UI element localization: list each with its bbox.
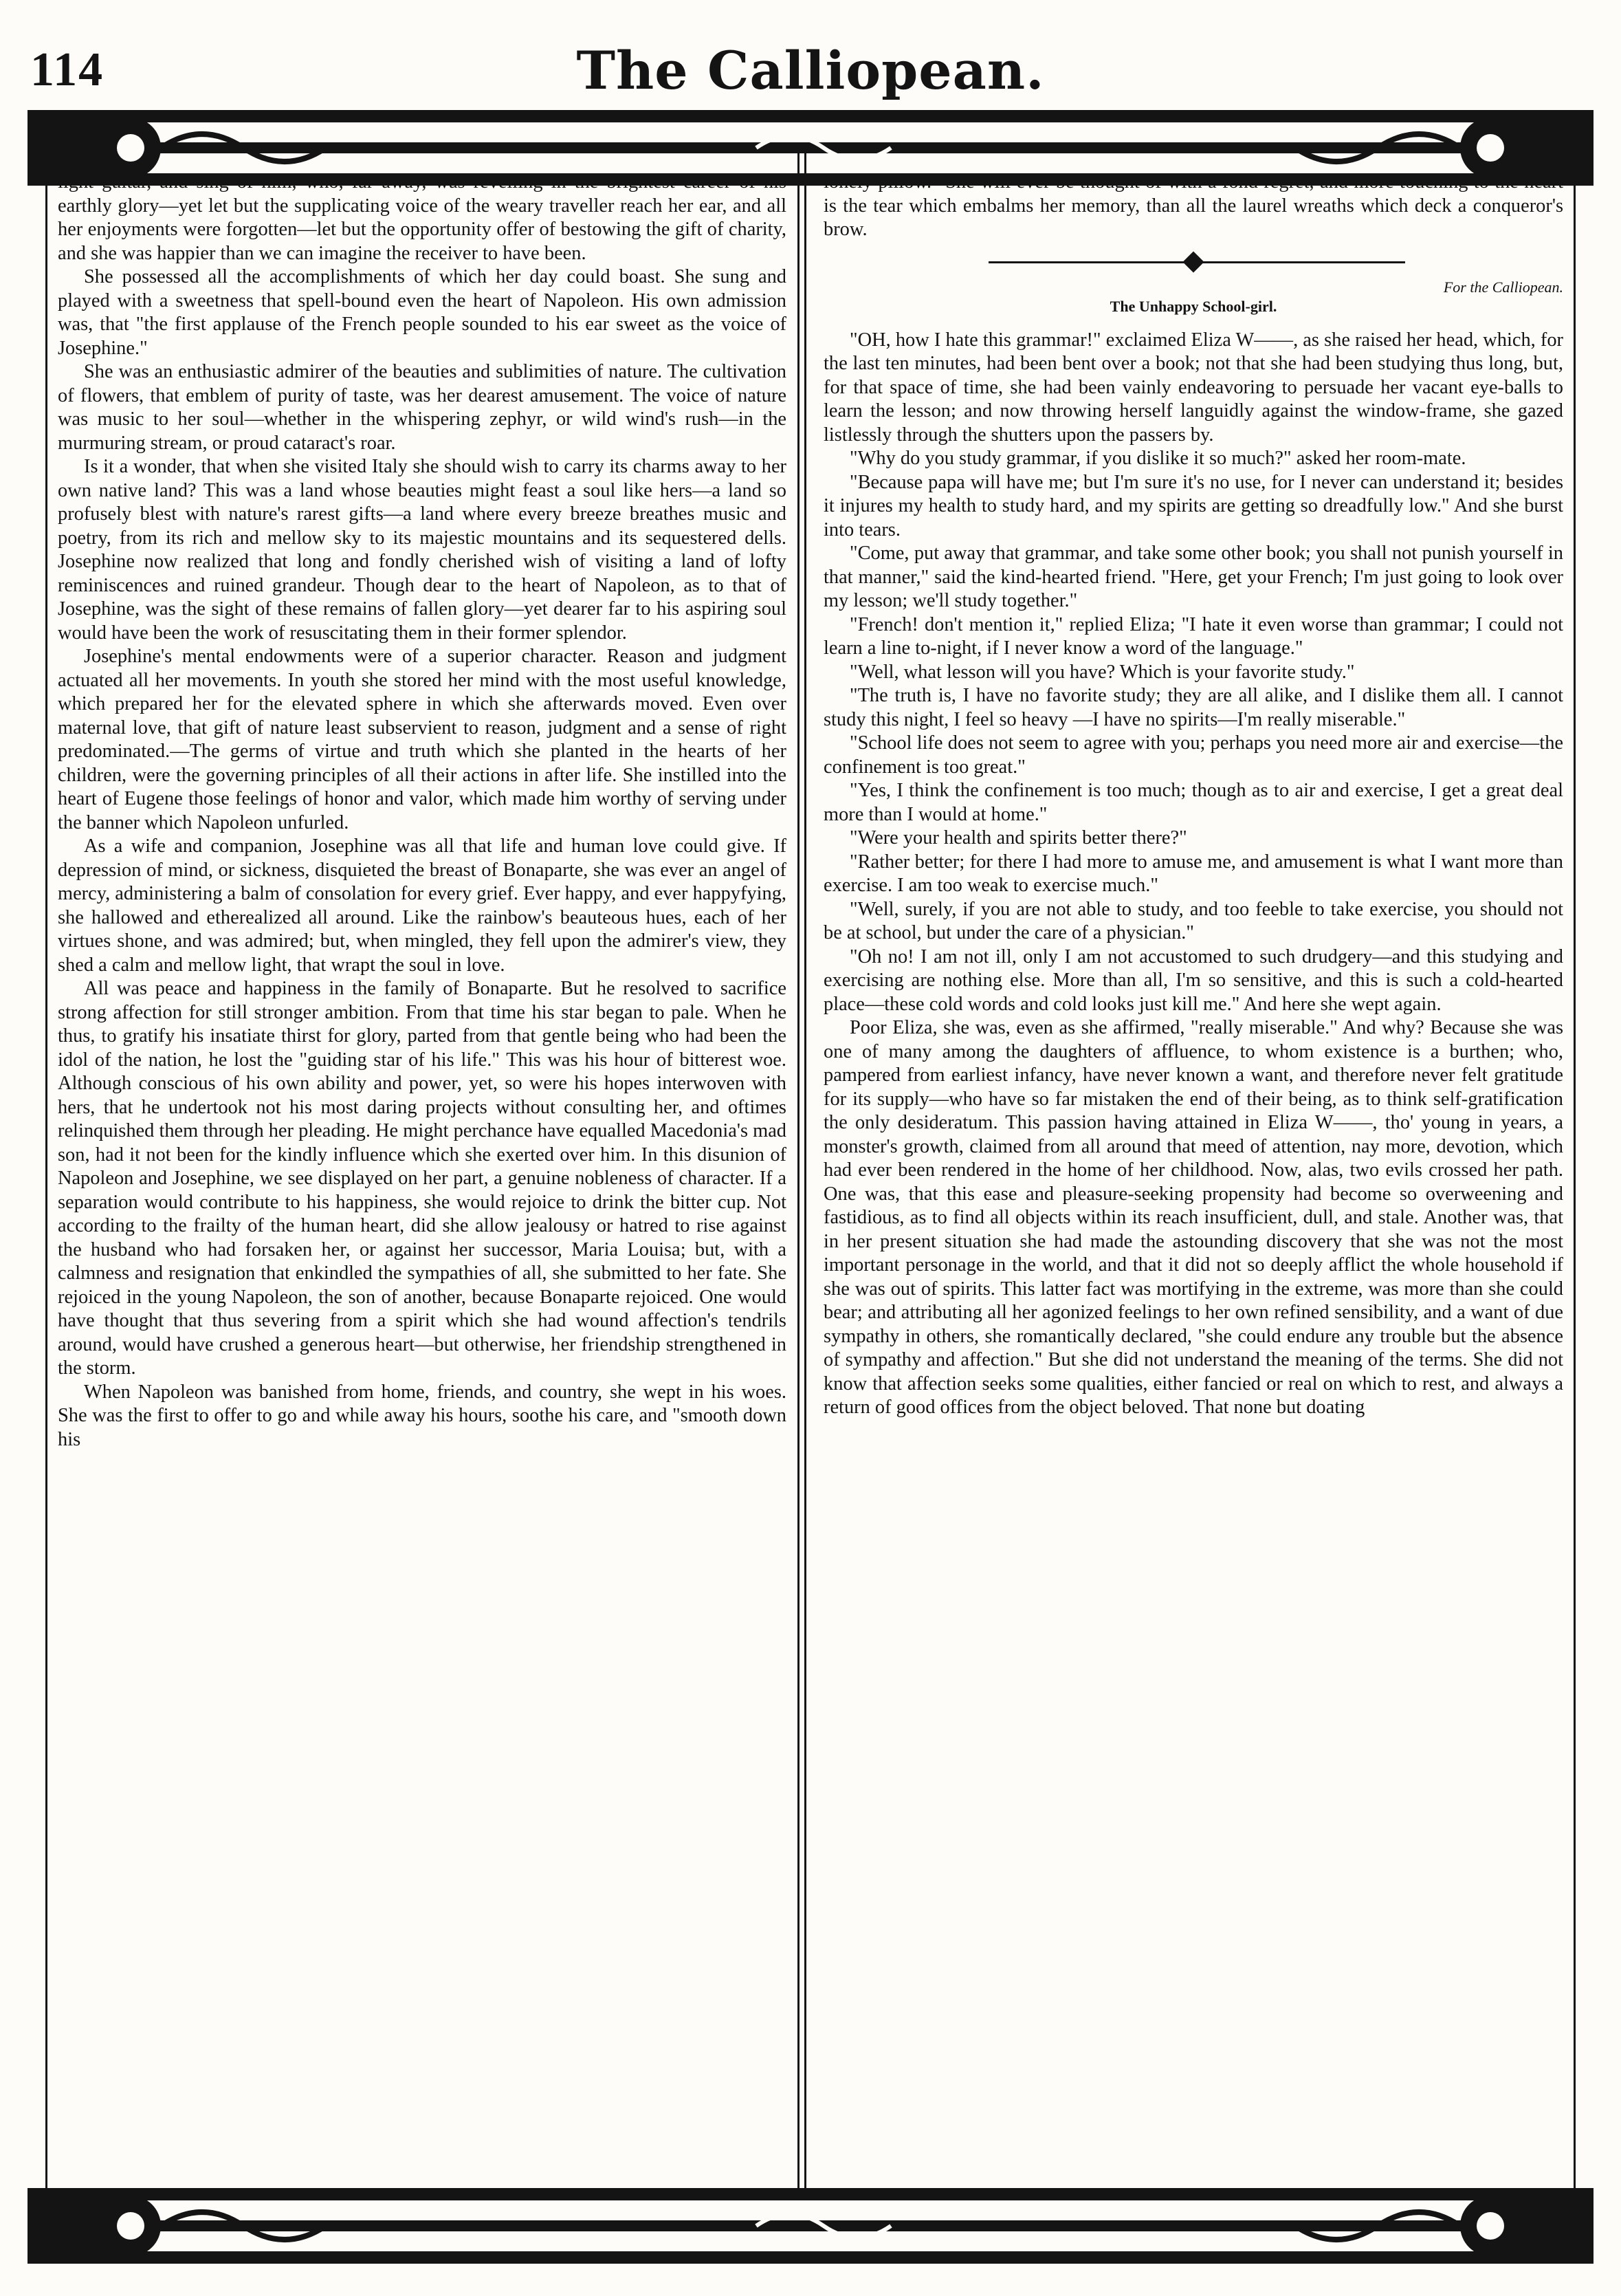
right-border-rule	[1574, 144, 1576, 2200]
article-continuation: lonely pillow." She will ever be thought of with a fond regret, and more touching to the heart is the tear which embalms her memory, than all the laurel wreaths which deck a conqueror's brow.	[824, 171, 1563, 240]
story-paragraph: "Rather better; for there I had more to amuse me, and amusement is what I want more than exercise. I am too weak to exercise much."	[824, 851, 1563, 896]
story-paragraph: "Why do you study grammar, if you dislike it so much?" asked her room-mate.	[850, 448, 1466, 469]
story-paragraph: Poor Eliza, she was, even as she affirmed, "really miserable." And why? Because she was one of many among the daughters of affluence, to whom existence is a burthen; who, pampered from earliest infancy, have never known a want, and therefore never felt gratitude for its supply—who have so far mistaken the end of their being, as to think self-gratification the only desideratum. This passion having attained in Eliza W——, tho' young in years, a monster's growth, claimed from all around that meed of attention, nay more, devotion, which had ever been rendered in the home of her childhood. Now, alas, two evils crossed her path. One was, that this ease and pleasure-seeking propensity had become so overweening and fastidious, as to find all objects within its reach insufficient, dull, and stale. Another was, that in her present situation she had made the astounding discovery that she was not the most important personage in the world, and that it did not so deeply afflict the whole household if she was out of spirits. This latter fact was mortifying in the extreme, was more than she could bear; and attributing all her agonized feelings to her own refined sensibility, and a want of due sympathy in others, she romantically declared, "she could endure any trouble but the absence of sympathy and affection." But she did not understand the meaning of the terms. She did not know that affection seeks some qualities, either fancied or real on which to rest, and always a return of good offices from the object beloved. That none but doating	[824, 1017, 1563, 1418]
article-paragraph: When Napoleon was banished from home, friends, and country, she wept in his woes. She was the first to offer to go and while away his hours, soothe his care, and "smooth down his	[58, 1381, 786, 1450]
story-paragraph: "School life does not seem to agree with you; perhaps you need more air and exercise—the confinement is too great."	[824, 732, 1563, 778]
column-divider-rule	[797, 144, 800, 2200]
byline: For the Calliopean.	[1443, 278, 1563, 296]
ornamental-border-bottom-icon	[27, 2188, 1594, 2264]
story-paragraph: "Oh no! I am not ill, only I am not accustomed to such drudgery—and this studying and exercising are nothing else. More than all, I'm so sensitive, and this is such a cold-hearted place—these cold words and cold looks just kill me." And here she wept again.	[824, 945, 1563, 1015]
article-paragraph: Is it a wonder, that when she visited Italy she should wish to carry its charms away to her own native land? This was a land whose beauties might feast a soul like hers—a land so profusely blest with nature's rarest gifts—a land where every breeze breathes music and poetry, from its rich and mellow sky to its majestic mountains and its sequestered dells. Josephine now realized that long and fondly cherished wish of visiting a land of lofty reminiscences and ruined grandeur. Though dear to the heart of Napoleon, as to that of Josephine, was the sight of these remains of fallen glory—yet dearer far to his aspiring soul would have been the work of resuscitating them in their former splendor.	[58, 456, 786, 644]
article-paragraph: She possessed all the accomplishments of which her day could boast. She sung and played with a sweetness that spell-bound even the heart of Napoleon. His own admission was, that "the first applause of the French people sounded to his ear sweet as the voice of Josephine."	[58, 266, 786, 359]
story-paragraph: "Yes, I think the confinement is too much; though as to air and exercise, I get a great deal more than I would at home."	[824, 780, 1563, 825]
story-title: The Unhappy School-girl.	[1110, 297, 1277, 315]
story-paragraph: "The truth is, I have no favorite study; they are all alike, and I dislike them all. I cannot study this night, I feel so heavy —I have no spirits—I'm really miserable."	[824, 685, 1563, 730]
story-paragraph: "OH, how I hate this grammar!" exclaimed Eliza W——, as she raised her head, which, for the last ten minutes, had been bent over a book; not that she had been studying thus long, but, for that space of time, she had been vainly endeavoring to persuade her vacant eye-balls to learn the lesson; and now throwing herself languidly against the window-frame, she gazed listlessly through the shutters upon the passers by.	[824, 329, 1563, 446]
left-border-rule	[45, 144, 47, 2200]
story-paragraph: "Because papa will have me; but I'm sure it's no use, for I never can understand it; besides it injures my health to study hard, and my spirits are getting so dreadfully low." And she burst into tears.	[824, 471, 1563, 540]
story-paragraph: "Well, surely, if you are not able to study, and too feeble to take exercise, you should not be at school, but under the care of a physician."	[824, 898, 1563, 943]
right-column	[824, 171, 1563, 1420]
story-paragraph: "Were your health and spirits better there?"	[850, 827, 1187, 849]
story-paragraph: "Come, put away that grammar, and take some other book; you shall not punish yourself in that manner," said the kind-hearted friend. "Here, get your French; I'm just going to look over my lesson; we'll study together."	[824, 543, 1563, 611]
story-paragraph: "French! don't mention it," replied Eliza; "I hate it even worse than grammar; I could not learn a line to-night, if I never know a word of the language."	[824, 613, 1563, 659]
section-divider	[824, 252, 1563, 272]
divider-diamond-icon	[1182, 251, 1204, 272]
article-paragraph: light guitar, and sing of him, who, far away, was revelling in the brightest career of his earthly glory—yet let but the supplicating voice of the weary traveller reach her ear, and all her enjoyments were forgotten—let but the opportunity offer of bestowing the gift of charity, and she was happier than we can imagine the receiver to have been.	[58, 171, 786, 264]
column-divider-rule-inner	[804, 144, 806, 2200]
article-paragraph: All was peace and happiness in the family of Bonaparte. But he resolved to sacrifice strong affection for still stronger ambition. From that time his star began to pale. When he thus, to gratify his insatiate thirst for glory, parted from that gentle being who had been the idol of the nation, he lost the "guiding star of his life." This was his hour of bitterest woe. Although conscious of his own ability and power, yet, so were his hopes interwoven with hers, that he undertook not his most daring projects without consulting her, and oftimes relinquished them through her pleading. He might perchance have equalled Macedonia's mad son, had it not been for the kindly influence which she exerted over him. In this disunion of Napoleon and Josephine, we see displayed on her part, a genuine nobleness of character. If a separation would contribute to his happiness, she would rejoice to drink the bitter cup. Not according to the frailty of the human heart, did she allow jealousy or hatred to rise against the husband who had forsaken her, or against her successor, Maria Louisa; but, with a calmness and resignation that enkindled the sympathies of all, she submitted to her fate. She rejoiced in the young Napoleon, the son of another, because Bonaparte rejoiced. One would have thought that thus severing from a spirit which she had wound affection's tendrils around, would have crushed a generous heart—but otherwise, her friendship strengthened in the storm.	[58, 978, 786, 1379]
story-paragraph: "Well, what lesson will you have? Which is your favorite study."	[850, 661, 1355, 683]
page-number: 114	[30, 43, 104, 96]
article-paragraph: Josephine's mental endowments were of a superior character. Reason and judgment actuated all her movements. In youth she stored her mind with the most useful knowledge, which prepared her for the elevated sphere in which she afterwards moved. Even over maternal love, that gift of nature least subservient to reason, judgment and a sense of right predominated.—The germs of virtue and truth which she planted in the hearts of her children, were the governing principles of all their actions in after life. She instilled into the heart of Eugene those feelings of honor and valor, which made him worthy of serving under the banner which Napoleon unfurled.	[58, 646, 786, 833]
article-paragraph: She was an enthusiastic admirer of the beauties and sublimities of nature. The cultivation of flowers, that emblem of purity of taste, was her dearest amusement. The voice of nature was music to her soul—whether in the whispering zephyr, or wild wind's rush—in the murmuring stream, or proud cataract's roar.	[58, 361, 786, 454]
masthead-title: The Calliopean.	[576, 40, 1045, 101]
left-column	[58, 171, 786, 1452]
article-paragraph: As a wife and companion, Josephine was all that life and human love could give. If depression of mind, or sickness, disquieted the breast of Bonaparte, she was ever an angel of mercy, administering a balm of consolation for every grief. Ever happy, and ever happyfying, she hallowed and etherealized all around. Like the rainbow's beauteous hues, each of her virtues shone, and was admired; but, when mingled, they fell upon the admirer's view, they shed a calm and mellow light, that wrapt the soul in love.	[58, 835, 786, 976]
